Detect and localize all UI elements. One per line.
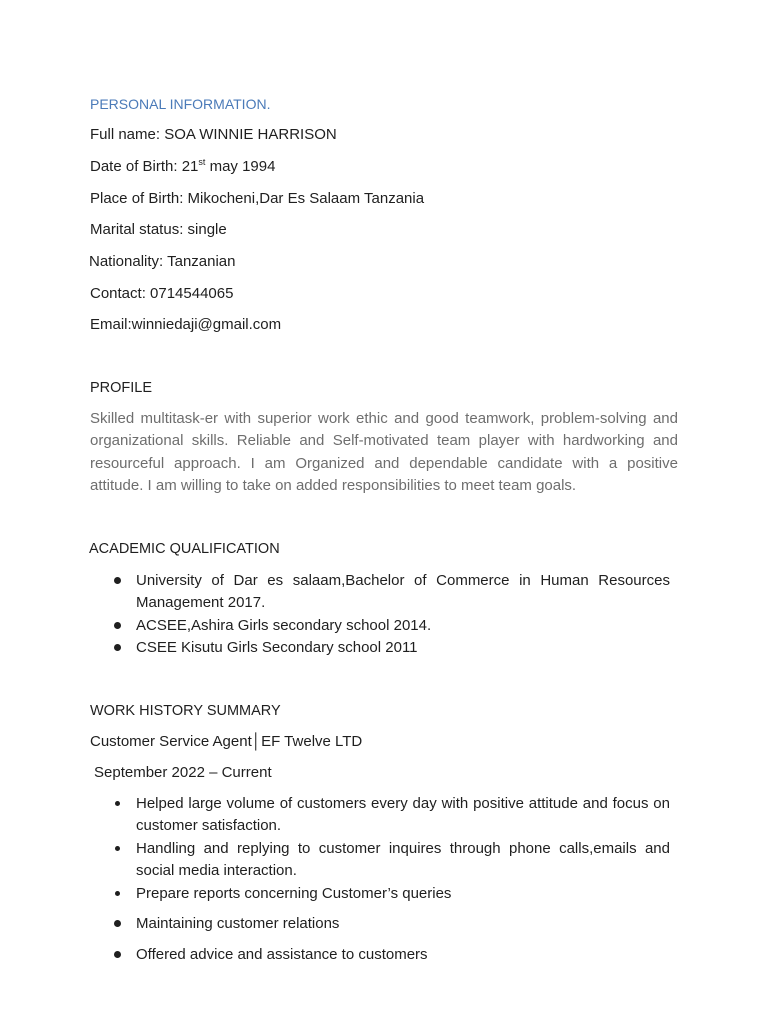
date-of-birth (90, 157, 275, 177)
academic-list (90, 570, 670, 660)
list-item: ACSEE,Ashira Girls secondary school 2014. (90, 615, 670, 637)
dob-prefix: Date of Birth: 21 (90, 158, 199, 175)
bullet-icon (115, 801, 120, 806)
bullet-icon (114, 644, 121, 651)
job-period: September 2022 – Current (94, 764, 272, 781)
work-history-heading: WORK HISTORY SUMMARY (90, 703, 281, 719)
profile-heading: PROFILE (90, 380, 153, 396)
bullet-icon (114, 622, 121, 629)
dob-suffix: may 1994 (205, 158, 276, 175)
bullet-icon (114, 577, 121, 584)
bullet-icon (115, 891, 120, 896)
work-duties-list-continued (90, 913, 670, 966)
email: Email:winniedaji@gmail.com (90, 316, 282, 333)
list-item: Offered advice and assistance to customers (90, 944, 670, 966)
list-item: Maintaining customer relations (90, 913, 670, 935)
profile-text: Skilled multitask-er with superior work ethic and good teamwork, problem-solving and organizational skills. Reliable and Self-motivated team player with hardworking and resourceful approach. I am Organized and dependable candidate with a positive attitude. I am willing to take on added responsibilities to meet team goals. (90, 410, 678, 495)
list-item: Handling and replying to customer inquires through phone calls,emails and social media interaction. (90, 838, 670, 883)
nationality: Nationality: Tanzanian (89, 253, 236, 270)
dob-superscript: st (198, 157, 206, 167)
list-item: University of Dar es salaam,Bachelor of Commerce in Human Resources Management 2017. (90, 570, 670, 615)
contact: Contact: 0714544065 (90, 285, 234, 302)
bullet-icon (114, 920, 121, 927)
full-name: Full name: SOA WINNIE HARRISON (90, 126, 337, 143)
job-title: Customer Service Agent│EF Twelve LTD (90, 733, 363, 750)
place-of-birth: Place of Birth: Mikocheni,Dar Es Salaam Tanzania (90, 190, 425, 207)
personal-information-heading: PERSONAL INFORMATION. (90, 96, 271, 112)
work-duties-list (90, 793, 670, 905)
academic-heading: ACADEMIC QUALIFICATION (89, 541, 280, 557)
bullet-icon (114, 951, 121, 958)
marital-status: Marital status: single (90, 221, 227, 238)
bullet-icon (115, 846, 120, 851)
list-item: Helped large volume of customers every day with positive attitude and focus on customer satisfaction. (90, 793, 670, 838)
list-item: CSEE Kisutu Girls Secondary school 2011 (90, 637, 670, 659)
list-item: Prepare reports concerning Customer’s queries (90, 883, 670, 905)
